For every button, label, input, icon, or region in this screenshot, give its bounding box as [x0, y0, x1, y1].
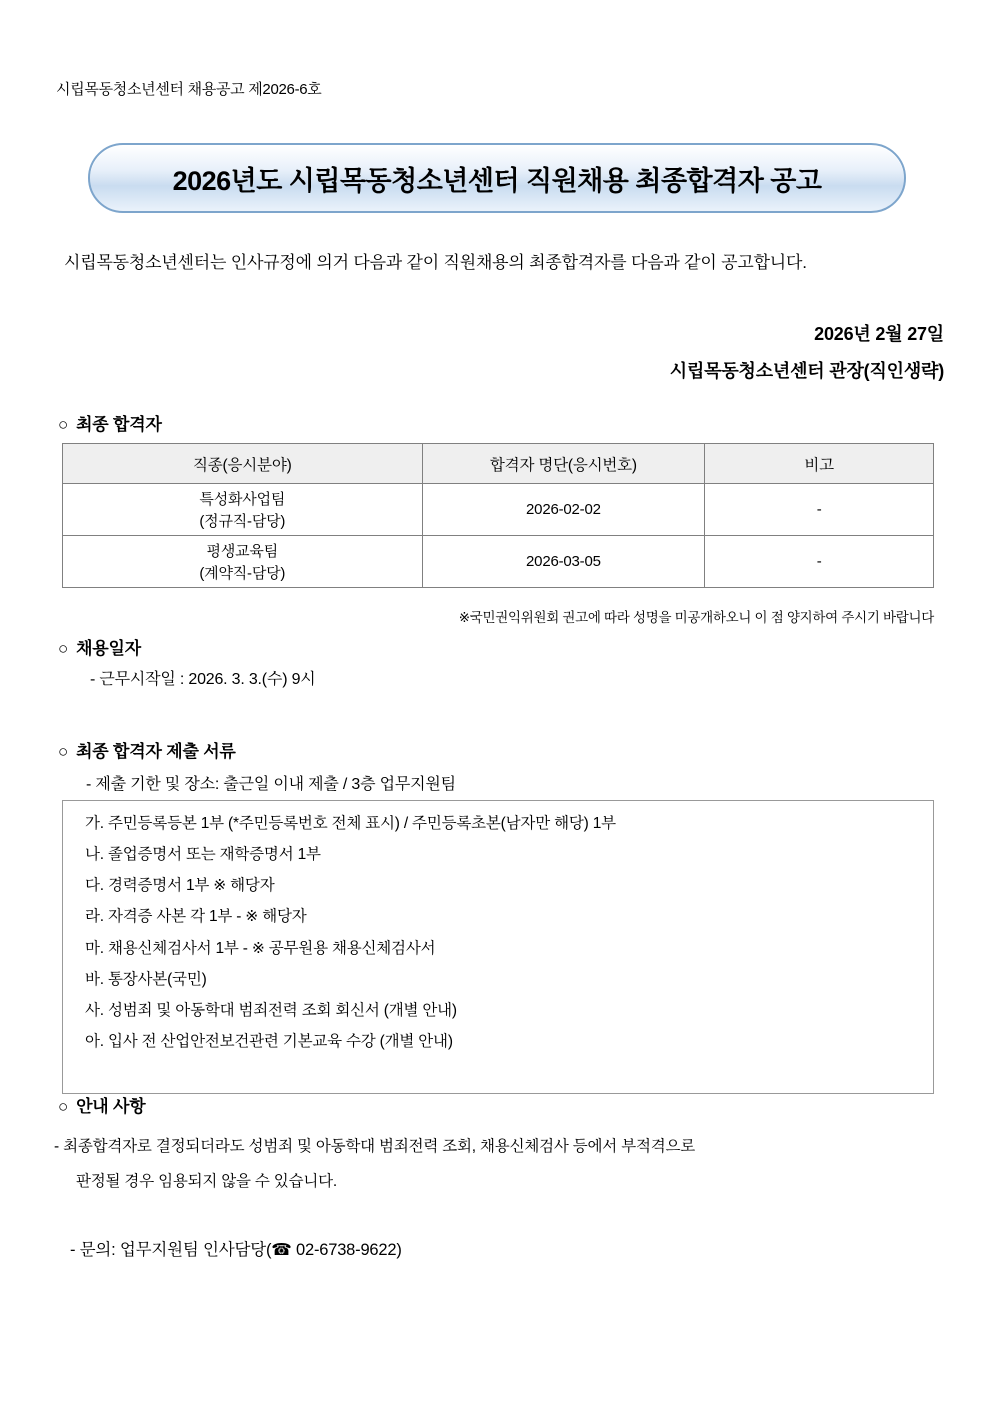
bullet-circle-icon: ○ [58, 742, 69, 761]
final-pass-table [62, 443, 934, 588]
doc-item: 나. 졸업증명서 또는 재학증명서 1부 [85, 846, 321, 864]
table-header-note: 비고 [705, 444, 934, 484]
cell-job [63, 484, 423, 536]
submit-docs-subline: - 제출 기한 및 장소: 출근일 이내 제출 / 3층 업무지원팀 [86, 776, 456, 793]
doc-item: 마. 채용신체검사서 1부 - ※ 공무원용 채용신체검사서 [85, 939, 436, 957]
cell-job [63, 536, 423, 588]
section-title-final-pass: 최종 합격자 [76, 415, 162, 434]
section-heading-notice [58, 1092, 146, 1117]
cell-applicant-number: 2026-02-02 [422, 484, 705, 536]
cell-note: - [705, 536, 934, 588]
section-heading-submit-docs [58, 737, 236, 762]
bullet-circle-icon: ○ [58, 1097, 69, 1116]
cell-job-line2: (정규직-담당) [199, 512, 286, 530]
cell-note: - [705, 484, 934, 536]
section-title-submit-docs: 최종 합격자 제출 서류 [76, 742, 236, 761]
intro-paragraph: 시립목동청소년센터는 인사규정에 의거 다음과 같이 직원채용의 최종합격자를 다음과 같이 공고합니다. [64, 253, 807, 272]
notice-line-1: - 최종합격자로 결정되더라도 성범죄 및 아동학대 범죄전력 조회, 채용신체검사 등에서 부적격으로 [54, 1138, 696, 1155]
title-banner [88, 143, 906, 213]
doc-item: 바. 통장사본(국민) [85, 970, 207, 988]
bullet-circle-icon: ○ [58, 415, 69, 434]
section-title-notice: 안내 사항 [76, 1097, 146, 1116]
table-footnote: ※국민권익위원회 권고에 따라 성명을 미공개하오니 이 점 양지하여 주시기 바랍니다 [458, 610, 934, 625]
contact-line: - 문의: 업무지원팀 인사담당(☎ 02-6738-9622) [70, 1241, 402, 1259]
table-row [63, 484, 934, 536]
announcement-date: 2026년 2월 27일 [814, 324, 944, 344]
section-heading-final-pass [58, 410, 162, 435]
doc-item: 사. 성범죄 및 아동학대 범죄전력 조회 회신서 (개별 안내) [85, 1001, 457, 1019]
section-title-hire-date: 채용일자 [76, 639, 141, 658]
table-header-job: 직종(응시분야) [63, 444, 423, 484]
table-row [63, 536, 934, 588]
cell-job-line1: 특성화사업팀 [199, 490, 286, 508]
cell-job-line2: (계약직-담당) [199, 564, 286, 582]
section-heading-hire-date [58, 634, 141, 659]
doc-item: 다. 경력증명서 1부 ※ 해당자 [85, 877, 275, 895]
notice-line-2: 판정될 경우 임용되지 않을 수 있습니다. [76, 1173, 338, 1190]
hire-date-item: - 근무시작일 : 2026. 3. 3.(수) 9시 [90, 671, 316, 688]
cell-job-line1: 평생교육팀 [206, 542, 278, 560]
submit-docs-box [62, 800, 934, 1094]
bullet-circle-icon: ○ [58, 639, 69, 658]
doc-item: 라. 자격증 사본 각 1부 - ※ 해당자 [85, 908, 307, 926]
page-title: 2026년도 시립목동청소년센터 직원채용 최종합격자 공고 [172, 165, 822, 196]
doc-item: 아. 입사 전 산업안전보건관련 기본교육 수강 (개별 안내) [85, 1032, 453, 1050]
doc-item: 가. 주민등록등본 1부 (*주민등록번호 전체 표시) / 주민등록초본(남자만 해당) 1부 [85, 815, 616, 832]
table-header-row [63, 444, 934, 484]
issuing-organization: 시립목동청소년센터 관장(직인생략) [669, 361, 944, 381]
table-header-name: 합격자 명단(응시번호) [422, 444, 705, 484]
document-number: 시립목동청소년센터 채용공고 제2026-6호 [56, 81, 322, 98]
cell-applicant-number: 2026-03-05 [422, 536, 705, 588]
